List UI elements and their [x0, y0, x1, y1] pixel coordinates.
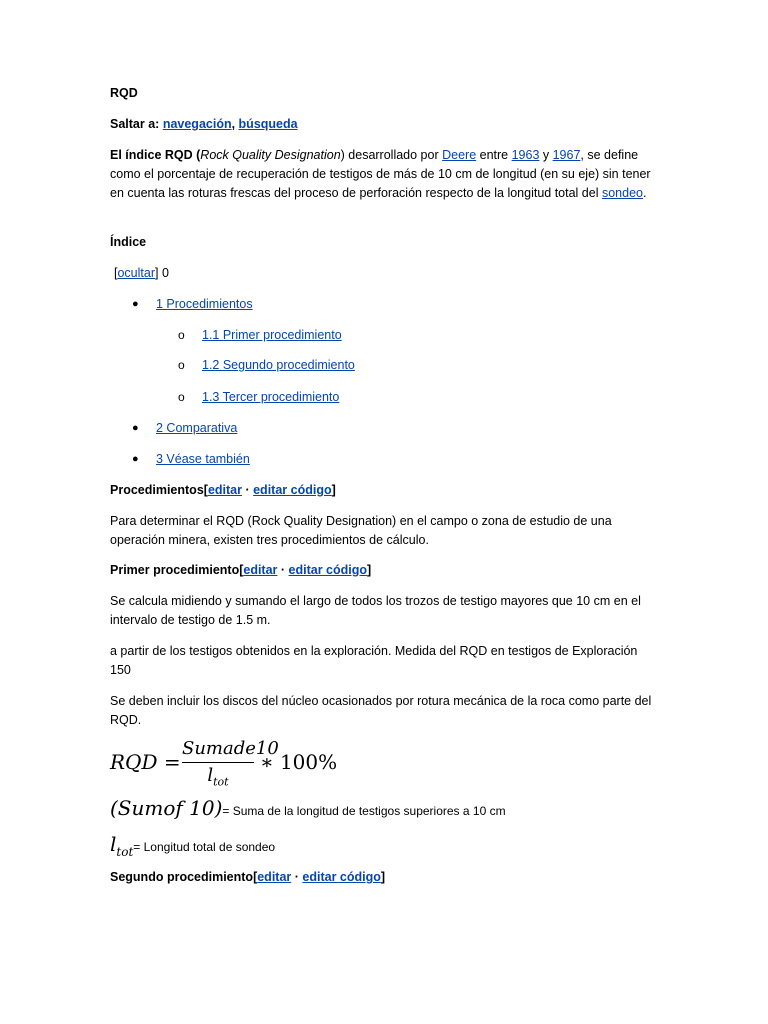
sondeo-link[interactable]: sondeo [601, 186, 643, 200]
toc-link[interactable]: 1 Procedimientos [156, 297, 253, 311]
section-heading-segundo: Segundo procedimiento[editar · editar código] [110, 870, 386, 884]
skip-navigation-link[interactable]: navegación [162, 117, 232, 131]
skip-links: Saltar a: navegación, búsqueda [110, 117, 298, 131]
year-1963-link[interactable]: 1963 [511, 148, 540, 162]
edit-link[interactable]: editar [257, 870, 292, 884]
sum-definition: (Sumof 10)= Suma de la longitud de testigos superiores a 10 cm [110, 796, 506, 820]
deere-link[interactable]: Deere [442, 148, 477, 162]
formula-lhs: RQD = [110, 750, 181, 774]
procedimientos-paragraph: Para determinar el RQD (Rock Quality Designation) en el campo o zona de estudio de una operación minera, existen tres procedimientos de cálculo. [110, 514, 612, 547]
toc-item-segundo [178, 356, 750, 375]
bullet-icon: ● [132, 453, 139, 465]
edit-code-link[interactable]: editar código [253, 483, 332, 497]
primer-paragraph-1: Se calcula midiendo y sumando el largo de todos los trozos de testigo mayores que 10 cm en el intervalo de testigo de 1.5 m. [110, 594, 641, 627]
section-heading-procedimientos: Procedimientos[editar · editar código] [110, 483, 336, 497]
edit-code-link[interactable]: editar código [302, 870, 381, 884]
ltot-symbol: $l_{tot}$ [110, 832, 134, 859]
toc-item-comparativa [132, 419, 704, 438]
ltot-definition: $l_{tot}=$ Longitud total de sondeo [110, 832, 276, 859]
toc-link[interactable]: 3 Véase también [156, 452, 250, 466]
circle-bullet-icon: o [178, 328, 185, 342]
toc-link[interactable]: 1.2 Segundo procedimiento [202, 358, 355, 372]
intro-paragraph: El índice RQD (Rock Quality Designation) desarrollado por Deere entre 1963 y 1967, se define como el porcentaje de recuperación de testigos de más de 10 cm de longitud (en su eje) sin tener en cuenta las roturas frescas del proceso de perforación respecto de la longitud total del sondeo. [110, 148, 651, 200]
toc-link[interactable]: 2 Comparativa [156, 421, 238, 435]
primer-paragraph-2: a partir de los testigos obtenidos en la exploración. Medida del RQD en testigos de Exploración 150 [110, 644, 638, 677]
toc-item-primer [178, 326, 750, 345]
circle-bullet-icon: o [178, 358, 185, 372]
toc-heading: Índice [110, 235, 147, 249]
toc-link[interactable]: 1.1 Primer procedimiento [202, 328, 342, 342]
formula-denominator: $l_{tot}$ [207, 765, 229, 789]
bullet-icon: ● [132, 422, 139, 434]
page-title: RQD [110, 86, 138, 100]
toc-hide-link[interactable]: ocultar [117, 266, 156, 280]
toc-toggle: [ocultar] 0 [114, 266, 169, 280]
formula-fraction [182, 738, 279, 794]
circle-bullet-icon: o [178, 390, 185, 404]
toc-item-procedimientos [132, 295, 704, 314]
edit-link[interactable]: editar [243, 563, 278, 577]
section-heading-primer: Primer procedimiento[editar · editar código] [110, 563, 372, 577]
edit-code-link[interactable]: editar código [288, 563, 368, 577]
fraction-bar [182, 762, 254, 763]
toc-item-tercer [178, 388, 750, 407]
formula-rhs: ∗ 100% [260, 750, 338, 774]
year-1967-link[interactable]: 1967 [552, 148, 581, 162]
edit-link[interactable]: editar [207, 483, 242, 497]
formula-numerator: Sumade10 [182, 738, 279, 759]
toc-link[interactable]: 1.3 Tercer procedimiento [202, 390, 340, 404]
toc-item-vease [132, 450, 704, 469]
sum-symbol: (Sumof 10) [110, 796, 223, 820]
primer-paragraph-3: Se deben incluir los discos del núcleo ocasionados por rotura mecánica de la roca como parte del RQD. [110, 694, 652, 727]
bullet-icon: ● [132, 298, 139, 310]
skip-search-link[interactable]: búsqueda [238, 117, 298, 131]
